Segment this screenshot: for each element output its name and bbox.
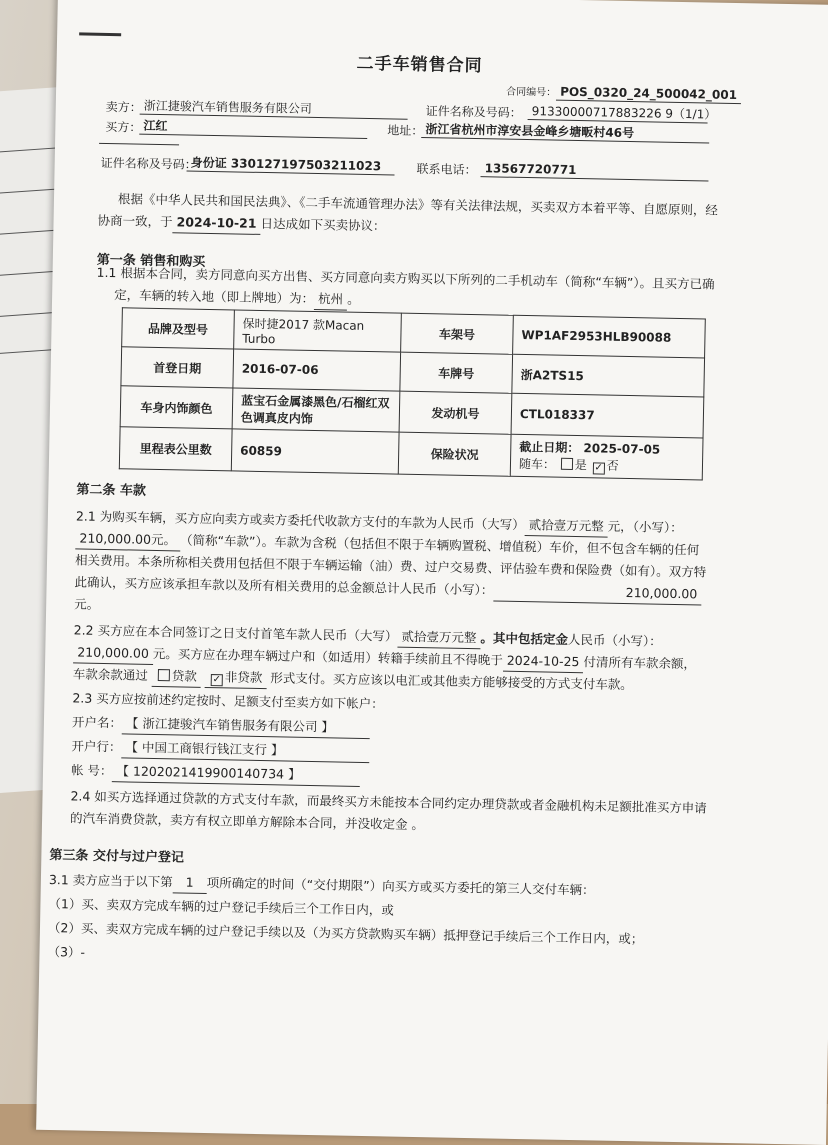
mileage-label: 里程表公里数 [119, 427, 232, 471]
article-2-2-line-2: 210,000.00 元。买方应在办理车辆过户和（如适用）转籍手续前且不得晚于 2024-10-25 付清所有车款余额， [73, 642, 696, 675]
contract-title: 二手车销售合同 [356, 53, 483, 77]
address-label: 地址： [387, 123, 424, 139]
price-upper: 贰拾壹万元整 [524, 515, 607, 538]
contract-no: POS_0320_24_500042_001 [556, 84, 741, 105]
delivery-item: 1 [173, 872, 207, 894]
vehicle-info-table [119, 307, 706, 480]
insurance-with-car: 随车： 是 ✓ 否 [518, 456, 619, 474]
contract-page [36, 0, 828, 1145]
engine-label: 发动机号 [399, 391, 512, 434]
article-3-item-2: （2）买、卖双方完成车辆的过户登记手续以及（为买方贷款购买车辆）抵押登记手续后三个工作日内，或； [47, 919, 644, 947]
color-value: 蓝宝石金属漆黑色/石榴红双色调真皮内饰 [232, 388, 400, 432]
brand-value: 保时捷2017 款Macan Turbo [234, 310, 402, 352]
account-name: 浙江捷骏汽车销售服务有限公司 [142, 715, 318, 735]
article-2-1-line-1: 2.1 为购买车辆，买方应向卖方或卖方委托代收款方支付的车款为人民币（大写） 贰拾壹万元整 元，（小写）： [76, 506, 683, 539]
account-number: 1202021419900140734 [132, 763, 285, 782]
account-bank: 中国工商银行钱江支行 [141, 739, 268, 758]
seller-id: 91330000717883226 9（1/1） [528, 103, 708, 123]
article-2-1-line-3: 相关费用。本条所称相关费用包括但不限于车辆运输（油）费、过户交易费、评估验车费和保险费（如有）。双方特 [74, 552, 707, 580]
article-2-1-line-4: 此确认，买方应该承担车款以及所有相关费用的总金额总计人民币（小写）： 210,000.00 [74, 572, 701, 605]
reg-date-label: 首登日期 [121, 347, 234, 388]
checkbox-non-loan-checked: ✓ [212, 674, 222, 686]
article-1-1-line-2: 定，车辆的转入地（即上牌地）为： 杭州 。 [114, 285, 360, 311]
insurance-end: 截止日期： 2025-07-05 [519, 439, 661, 457]
brand-label: 品牌及型号 [122, 308, 235, 349]
seller-id-label: 证件名称及号码： [425, 104, 522, 120]
plate-label: 车牌号 [400, 352, 513, 393]
phone-label: 联系电话： [416, 161, 477, 178]
article-2-2-line-1: 2.2 买方应在本合同签订之日支付首笔车款人民币（大写） 贰拾壹万元整 。其中包括定金人民币（小写）： [73, 622, 662, 649]
article-3-item-3: （3）- [47, 943, 86, 960]
account-name-row: 开户名： 【 浙江捷骏汽车销售服务有限公司 】 [72, 712, 370, 739]
transfer-city: 杭州 [314, 289, 347, 311]
article-2-4-line-1: 2.4 如买方选择通过贷款的方式支付车款，而最终买方未能按本合同约定办理贷款或者金融机构未足额批准买方申请 [70, 788, 707, 816]
color-label: 车身内饰颜色 [120, 386, 233, 429]
insurance-label: 保险状况 [398, 432, 511, 476]
article-3-item-1: （1）买、卖双方完成车辆的过户登记手续后三个工作日内，或 [48, 895, 395, 918]
article-3-1: 3.1 卖方应当于以下第 1 项所确定的时间（“交付期限”）向买方或买方委托的第三人交付车辆： [48, 871, 595, 898]
article-2-1-line-5: 元。 [74, 596, 100, 612]
balance-due-date: 2024-10-25 [503, 651, 584, 674]
price-amount: 210,000.00元。 [75, 528, 180, 551]
buyer-phone: 13567720771 [480, 160, 708, 181]
article-2-title: 第二条 车款 [76, 482, 147, 499]
vin-value: WP1AF2953HLB90088 [513, 315, 706, 358]
mileage-value: 60859 [231, 429, 399, 474]
article-3-title: 第三条 交付与过户登记 [49, 847, 185, 866]
article-1-1-line-1: 1.1 根据本合同，卖方同意向买方出售、买方同意向卖方购买以下所列的二手机动车（简称“车辆”）。且买方已确 [96, 264, 715, 292]
checkbox-no-checked: ✓ [594, 462, 603, 474]
first-payment-amount: 210,000.00 [73, 642, 153, 665]
buyer-address: 浙江省杭州市淳安县金峰乡塘畈村46号 [421, 121, 709, 144]
article-2-3: 2.3 买方应按前述约定按时、足额支付至卖方如下帐户： [72, 690, 384, 712]
agreement-date: 2024-10-21 [172, 212, 260, 235]
buyer-id-label: 证件名称及号码： [100, 155, 197, 172]
seller-name: 浙江捷骏汽车销售服务有限公司 [140, 98, 408, 120]
blank-line [99, 139, 179, 146]
reg-date-value: 2016-07-06 [233, 349, 401, 391]
seller-label: 卖方： [105, 99, 142, 115]
buyer-name: 江红 [139, 118, 367, 139]
article-2-1-line-2: 210,000.00元。 （简称“车款”）。车款为含税（包括但不限于车辆购置税、增值税）车价，但不包含车辆的任何 [75, 528, 699, 561]
account-number-row: 帐 号： 【 1202021419900140734 】 [71, 760, 361, 787]
article-2-2-line-3: 车款余款通过 贷款 ✓ 非贷款 形式支付。买方应该以电汇或其他卖方能够接受的方式支付车款。 [72, 666, 633, 693]
buyer-label: 买方： [105, 119, 142, 135]
contract-no-label: 合同编号： [506, 86, 557, 99]
engine-value: CTL018337 [511, 393, 704, 438]
intro-line-1: 根据《中华人民共和国民法典》、《二手车流通管理办法》等有关法律法规，买卖双方本着平等、自愿原则，经 [117, 191, 719, 218]
plate-value: 浙A2TS15 [512, 354, 705, 397]
insurance-value [510, 434, 703, 480]
page-mark [79, 32, 121, 36]
intro-line-2: 协商一致，于 2024-10-21 日达成如下买卖协议： [97, 212, 386, 234]
checkbox-yes [561, 458, 573, 470]
account-bank-row: 开户行： 【 中国工商银行钱江支行 】 [71, 736, 369, 763]
total-amount: 210,000.00 [493, 580, 701, 605]
article-1-title: 第一条 销售和购买 [96, 252, 206, 270]
checkbox-loan [158, 669, 170, 681]
vin-label: 车架号 [401, 313, 514, 354]
article-2-4-line-2: 的汽车消费贷款，卖方有权立即单方解除本合同，并没收定金 。 [69, 810, 425, 833]
first-payment-upper: 贰拾壹万元整 [397, 627, 480, 650]
buyer-id: 身份证 330127197503211023 [187, 155, 395, 176]
